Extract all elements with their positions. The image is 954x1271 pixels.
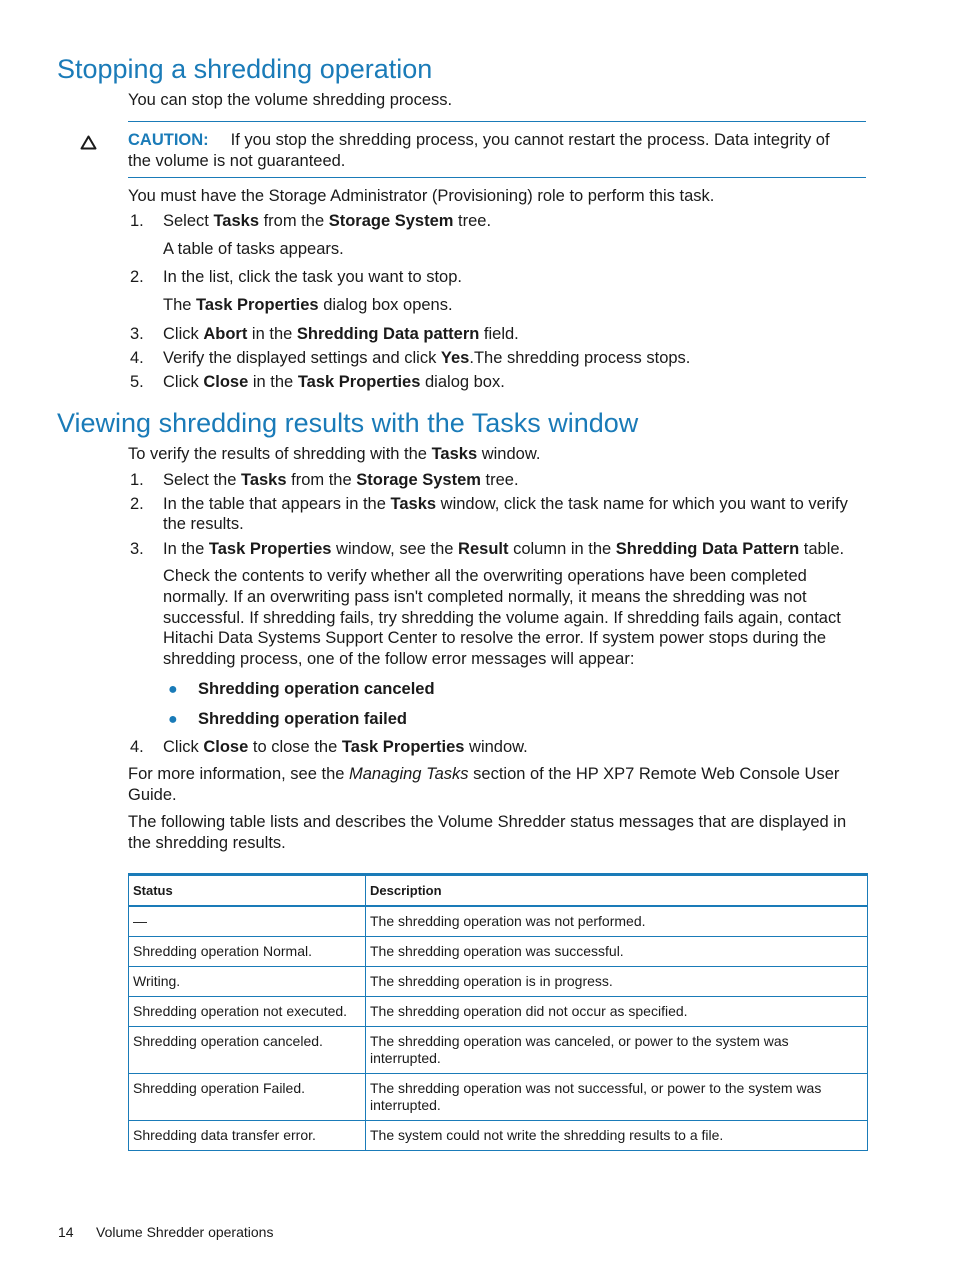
table-cell-status: Shredding data transfer error. (129, 1121, 366, 1151)
table-cell-description: The shredding operation did not occur as specified. (366, 997, 868, 1027)
table-header-status: Status (129, 875, 366, 907)
s2-step3-detail-5: shredding process, one of the follow error messages will appear: (163, 650, 635, 668)
s1-step1: Select Tasks from the Storage System tree. (163, 212, 492, 230)
s1-step2-result: The Task Properties dialog box opens. (163, 296, 453, 314)
table-cell-status: Shredding operation Failed. (129, 1074, 366, 1121)
s1-step1-num: 1. (130, 212, 144, 230)
table-intro-line1: The following table lists and describes the Volume Shredder status messages that are displayed in (128, 813, 847, 831)
table-cell-description: The shredding operation was not successful, or power to the system was interrupted. (366, 1074, 868, 1121)
more-info-line2: Guide. (128, 786, 177, 804)
s2-step3-detail-4: Hitachi Data Systems Support Center to resolve the error. If system power stops during the (163, 629, 827, 647)
s1-step4: Verify the displayed settings and click Yes.The shredding process stops. (163, 349, 691, 367)
s1-step5: Click Close in the Task Properties dialog box. (163, 373, 505, 391)
s2-step4-num: 4. (130, 738, 144, 756)
bullet-item-canceled: Shredding operation canceled (198, 680, 435, 698)
table-cell-description: The system could not write the shredding results to a file. (366, 1121, 868, 1151)
s2-step3-detail-2: normally. If an overwriting pass isn't completed normally, it means the shredding was not (163, 588, 807, 606)
caution-line1 (128, 130, 830, 151)
table-cell-status: Shredding operation Normal. (129, 937, 366, 967)
table-row (129, 906, 868, 937)
page-number: 14 (58, 1224, 74, 1240)
table-row (129, 997, 868, 1027)
table-cell-description: The shredding operation was not performed. (366, 906, 868, 937)
table-cell-status: Shredding operation canceled. (129, 1027, 366, 1074)
bullet-item-failed: Shredding operation failed (198, 710, 408, 728)
table-cell-status: — (129, 906, 366, 937)
table-header-description: Description (366, 875, 868, 907)
table-cell-status: Writing. (129, 967, 366, 997)
table-intro-line2: the shredding results. (128, 834, 286, 852)
s2-step2: In the table that appears in the Tasks window, click the task name for which you want to verify (163, 495, 848, 513)
bullet-dot-2: ● (168, 711, 178, 728)
footer-section-name: Volume Shredder operations (96, 1224, 274, 1240)
s2-step3: In the Task Properties window, see the Result column in the Shredding Data Pattern table. (163, 540, 845, 558)
s2-step2-line2: the results. (163, 515, 244, 533)
caution-rule-top (128, 121, 866, 122)
s2-step1-num: 1. (130, 471, 144, 489)
bullet-dot-1: ● (168, 681, 178, 698)
s1-step3-num: 3. (130, 325, 144, 343)
caution-line2: the volume is not guaranteed. (128, 152, 346, 170)
table-cell-description: The shredding operation was successful. (366, 937, 868, 967)
s2-step4: Click Close to close the Task Properties window. (163, 738, 528, 756)
table-header-row (129, 875, 868, 907)
s1-step4-num: 4. (130, 349, 144, 367)
table-row (129, 967, 868, 997)
more-info-line1: For more information, see the Managing Tasks section of the HP XP7 Remote Web Console User (128, 765, 840, 783)
s2-step3-num: 3. (130, 540, 144, 558)
s1-step5-num: 5. (130, 373, 144, 391)
s2-step3-detail-1: Check the contents to verify whether all the overwriting operations have been completed (163, 567, 807, 585)
s1-step2: In the list, click the task you want to stop. (163, 268, 462, 286)
table-cell-description: The shredding operation was canceled, or power to the system was interrupted. (366, 1027, 868, 1074)
section-title-stopping: Stopping a shredding operation (57, 54, 433, 84)
table-row (129, 1074, 868, 1121)
section2-intro: To verify the results of shredding with the Tasks window. (128, 445, 541, 463)
table-row (129, 1121, 868, 1151)
section-title-viewing: Viewing shredding results with the Tasks window (57, 408, 639, 438)
section1-prereq: You must have the Storage Administrator (Provisioning) role to perform this task. (128, 187, 715, 205)
table-row (129, 1027, 868, 1074)
s2-step1: Select the Tasks from the Storage System tree. (163, 471, 519, 489)
warning-triangle-icon (80, 135, 97, 150)
table-cell-description: The shredding operation is in progress. (366, 967, 868, 997)
table-row (129, 937, 868, 967)
caution-rule-bottom (128, 177, 866, 178)
table-cell-status: Shredding operation not executed. (129, 997, 366, 1027)
s1-step2-num: 2. (130, 268, 144, 286)
s2-step2-num: 2. (130, 495, 144, 513)
section1-intro: You can stop the volume shredding process. (128, 91, 453, 109)
s1-step3: Click Abort in the Shredding Data pattern field. (163, 325, 519, 343)
caution-text-1: If you stop the shredding process, you cannot restart the process. Data integrity of (230, 131, 830, 149)
s2-step3-detail-3: successful. If shredding fails, try shredding the volume again. If shredding fails again, contact (163, 609, 841, 627)
s1-step1-result: A table of tasks appears. (163, 240, 344, 258)
caution-label: CAUTION: (128, 131, 209, 149)
status-messages-table (128, 873, 868, 1151)
